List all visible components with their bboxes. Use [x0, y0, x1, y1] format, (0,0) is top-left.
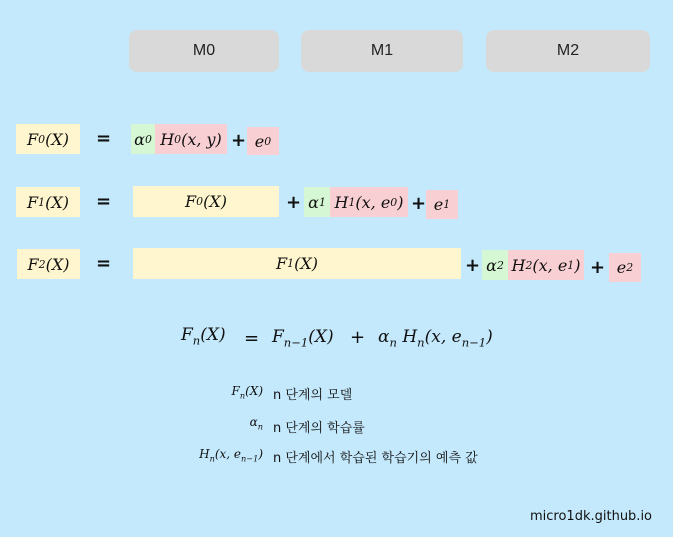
f0-label: F 0 (X) [16, 124, 80, 154]
model-m0: M0 [129, 30, 279, 72]
f2-label: F 2 (X) [17, 249, 80, 279]
e2-term: e 2 [609, 253, 641, 282]
equals-sign: = [244, 328, 260, 349]
legend-alpha-desc: n 단계의 학습률 [273, 421, 365, 436]
plus-sign: + [350, 327, 366, 348]
fn-minus-1-term: $F_{n-1}(X)$ [272, 327, 334, 350]
model-m1: M1 [301, 30, 463, 72]
equals-sign: = [96, 253, 112, 274]
alpha2-term: α 2 [482, 250, 508, 280]
legend-hn-symbol: $H_n(x$, $e_{n-1}$) [199, 447, 263, 464]
plus-sign: + [590, 257, 606, 278]
f1-block: F 1 (X) [133, 248, 461, 279]
alpha1-term: α 1 [304, 187, 330, 217]
legend-fn-symbol: $F_n(X)$ [231, 384, 263, 401]
equals-sign: = [96, 128, 112, 149]
h0-term: H 0 (x, y) [155, 124, 227, 154]
f1-label: F 1 (X) [16, 187, 80, 217]
legend-hn-desc: n 단계에서 학습된 학습기의 예측 값 [273, 451, 478, 466]
alpha0-term: α 0 [131, 124, 155, 154]
e0-term: e 0 [247, 127, 279, 155]
plus-sign: + [286, 192, 302, 213]
footer-site-link[interactable]: micro1dk.github.io [530, 509, 653, 524]
plus-sign: + [465, 255, 481, 276]
alpha-n-hn-term: $\alpha_n$ $H_n(x$, $e_{n-1}$) [378, 327, 493, 350]
e1-term: e 1 [426, 190, 458, 219]
f0-block: F 0 (X) [133, 186, 279, 217]
plus-sign: + [231, 130, 247, 151]
legend-alpha-symbol: $\alpha_n$ [249, 415, 263, 432]
model-m2: M2 [486, 30, 650, 72]
equals-sign: = [96, 191, 112, 212]
legend-fn-desc: n 단계의 모델 [273, 388, 353, 403]
plus-sign: + [411, 193, 427, 214]
h2-term: H 2 (x, e 1 ) [508, 250, 584, 280]
h1-term: H 1 (x, e 0 ) [330, 187, 408, 217]
fn-general-lhs: $F_n(X)$ [181, 325, 226, 348]
